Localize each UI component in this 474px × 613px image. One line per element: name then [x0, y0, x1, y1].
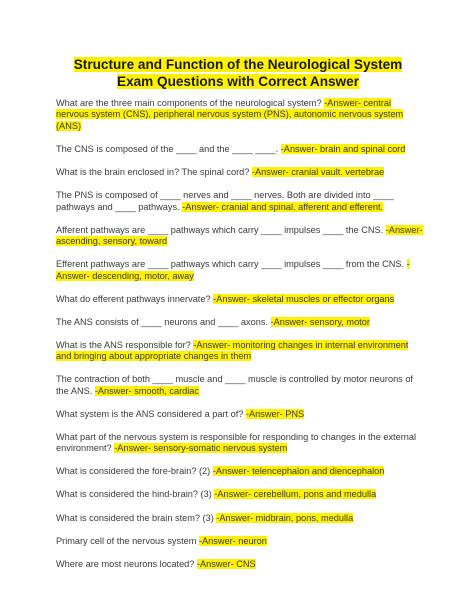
- question-text: The PNS is composed of ____ nerves and ____ nerves. Both are divided into ____ pathways and ____ pathways.: [56, 190, 394, 212]
- answer-text: -Answer- sensory, motor: [270, 316, 370, 327]
- answer-text: -Answer- midbrain, pons, medulla: [216, 512, 354, 523]
- question-text: The CNS is composed of the ____ and the ____ ____.: [56, 143, 281, 154]
- question-text: Afferent pathways are ____ pathways which carry ____ impulses ____ the CNS.: [56, 224, 386, 235]
- question-text: What is the brain enclosed in? The spinal cord?: [56, 167, 252, 177]
- document-title: [56, 56, 420, 90]
- answer-text: -Answer- cranial and spinal. afferent and efferent.: [182, 201, 384, 212]
- answer-text: -Answer- cerebellum, pons and medulla: [214, 489, 377, 500]
- question-text: What are the three main components of the neurological system?: [56, 98, 325, 108]
- qa-item: [56, 294, 424, 305]
- qa-item: [56, 225, 424, 248]
- qa-item: [56, 559, 424, 570]
- answer-text: -Answer- neuron: [198, 535, 267, 546]
- question-text: What is the ANS responsible for?: [56, 339, 194, 350]
- question-text: What is considered the fore-brain? (2): [56, 466, 213, 477]
- question-text: The contraction of both ____ muscle and ____ muscle is controlled by motor neurons of the ANS.: [56, 374, 413, 396]
- question-text: The ANS consists of ____ neurons and ____ axons.: [56, 316, 271, 327]
- title-line-1: Structure and Function of the Neurological System: [73, 57, 403, 72]
- question-text: Primary cell of the nervous system: [56, 535, 199, 546]
- qa-item: [56, 340, 424, 363]
- qa-item: [56, 167, 424, 178]
- answer-text: -Answer- smooth, cardiac: [94, 385, 199, 396]
- question-text: Where are most neurons located?: [56, 558, 197, 569]
- question-text: What is considered the brain stem? (3): [56, 512, 217, 523]
- qa-item: [56, 466, 424, 477]
- answer-text: -Answer- descending, motor, away: [56, 259, 410, 281]
- answer-text: -Answer- ascending, sensory, toward: [56, 224, 423, 246]
- answer-text: -Answer- PNS: [245, 408, 305, 419]
- answer-text: -Answer- central nervous system (CNS), peripheral nervous system (PNS), autonomic nervous system (ANS): [56, 98, 404, 131]
- answer-text: -Answer- sensory-somatic nervous system: [114, 443, 288, 454]
- question-text: What part of the nervous system is responsible for responding to changes in the external environment?: [56, 431, 417, 454]
- answer-text: -Answer- cranial vault. vertebrae: [251, 167, 385, 177]
- answer-text: -Answer- CNS: [196, 558, 256, 569]
- answer-text: -Answer- skeletal muscles or effector organs: [213, 293, 395, 304]
- qa-item: [56, 317, 424, 328]
- qa-item: [56, 374, 424, 397]
- qa-item: [56, 98, 424, 132]
- question-text: What is considered the hind-brain? (3): [56, 489, 215, 500]
- qa-item: [56, 536, 424, 547]
- qa-item: [56, 409, 424, 420]
- answer-text: -Answer- telencephalon and diencephalon: [212, 466, 385, 477]
- qa-item: [56, 489, 424, 500]
- question-text: What system is the ANS considered a part of?: [56, 408, 246, 419]
- title-line-2: Exam Questions with Correct Answer: [117, 74, 359, 89]
- answer-text: -Answer- brain and spinal cord: [280, 143, 406, 154]
- qa-item: [56, 513, 424, 524]
- answer-text: -Answer- monitoring changes in internal environment and bringing about appropriate changes in them: [56, 339, 409, 362]
- qa-item: [56, 259, 424, 282]
- question-text: Efferent pathways are ____ pathways which carry ____ impulses ____ from the CNS.: [56, 259, 407, 270]
- qa-item: [56, 190, 424, 213]
- qa-list: [56, 98, 424, 582]
- question-text: What do efferent pathways innervate?: [56, 293, 214, 304]
- qa-item: [56, 432, 424, 455]
- qa-item: [56, 144, 424, 155]
